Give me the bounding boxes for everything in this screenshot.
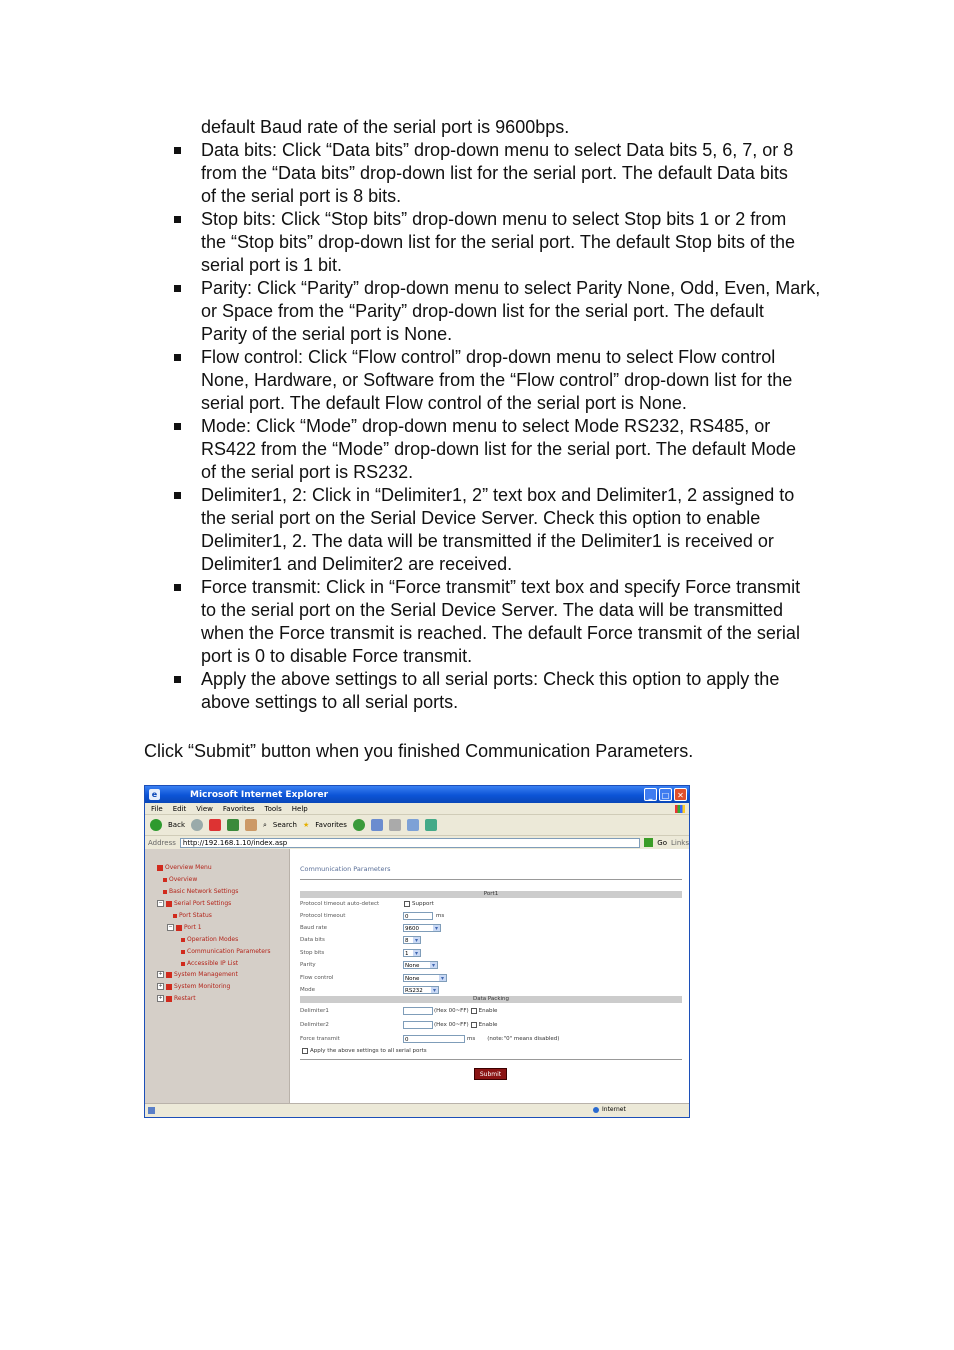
folder-icon [166,901,172,907]
bullet-item [174,576,824,668]
delimiter1-input[interactable] [403,1007,433,1015]
stop-icon[interactable] [209,819,221,831]
hex-hint-1: (Hex 00~FF) [434,1008,469,1014]
nav-port-1[interactable]: − Port 1 [168,924,202,931]
bullet-line: Parity of the serial port is None. [201,324,453,344]
minimize-button[interactable]: _ [644,788,657,801]
force-transmit-input[interactable]: 0 [403,1035,465,1043]
home-icon[interactable] [245,819,257,831]
bullet-line: of the serial port is 8 bits. [201,186,402,206]
label-force-transmit: Force transmit [300,1036,340,1042]
bullet-line: port is 0 to disable Force transmit. [201,646,473,666]
nav-communication-parameters[interactable]: Communication Parameters [181,948,271,955]
nav-port-status[interactable]: Port Status [173,912,212,919]
bullet-item [174,139,824,208]
folder-icon [176,925,182,931]
bullet-line: Stop bits: Click “Stop bits” drop-down menu to select Stop bits 1 or 2 from [201,209,787,229]
menu-help[interactable]: Help [291,804,308,813]
search-label[interactable]: Search [272,821,297,829]
menu-edit[interactable]: Edit [172,804,187,813]
divider [300,879,682,880]
back-label[interactable]: Back [168,821,185,829]
nav-system-monitoring[interactable]: + System Monitoring [158,983,231,990]
expand-icon[interactable]: + [158,995,163,1001]
bullet-line: from the “Data bits” drop-down list for the serial port. The default Data bits [201,163,788,183]
nav-overview[interactable]: Overview [163,876,197,883]
section-port1: Port1 [300,891,682,898]
bullet-line: to the serial port on the Serial Device Server. The data will be transmitted [201,600,783,620]
page-icon [181,962,185,966]
close-button[interactable]: ✕ [674,788,687,801]
nav-operation-modes[interactable]: Operation Modes [181,936,238,943]
title-bar [145,786,689,803]
bullet-list [174,139,824,714]
nav-system-management[interactable]: + System Management [158,971,238,978]
support-checkbox[interactable] [404,901,410,907]
label-protocol-timeout: Protocol timeout [300,913,346,919]
parity-select[interactable]: None ▾ [403,961,438,969]
page-icon [173,914,177,918]
media-icon[interactable] [353,819,365,831]
nav-overview-menu[interactable]: Overview Menu [157,864,212,871]
submit-button[interactable]: Submit [474,1068,507,1080]
nav-serial-port-settings[interactable]: − Serial Port Settings [158,900,232,907]
bullet-line: of the serial port is RS232. [201,462,414,482]
label-delimiter1: Delimiter1 [300,1008,329,1014]
nav-basic-network[interactable]: Basic Network Settings [163,888,238,895]
bullet-line: Force transmit: Click in “Force transmit” text box and specify Force transmit [201,577,801,597]
folder-icon [157,865,163,871]
bullet-square-icon [174,216,181,223]
protocol-timeout-input[interactable]: 0 [403,912,433,920]
address-input[interactable] [180,838,641,848]
folder-icon [166,984,172,990]
bullet-square-icon [174,354,181,361]
favorites-label[interactable]: Favorites [315,821,347,829]
bullet-square-icon [174,147,181,154]
label-flow-control: Flow control [300,975,334,981]
flow-control-select[interactable]: None ▾ [403,974,447,982]
main-pane [290,849,689,1105]
maximize-button[interactable]: □ [659,788,672,801]
back-icon[interactable] [150,819,162,831]
label-data-bits: Data bits [300,937,325,943]
nav-accessible-ip-list[interactable]: Accessible IP List [181,960,238,967]
ie-window [144,785,690,1118]
nav-restart[interactable]: + Restart [158,995,196,1002]
bullet-square-icon [174,492,181,499]
apply-all-checkbox[interactable] [302,1048,308,1054]
print-icon[interactable] [389,819,401,831]
bullet-line: Parity: Click “Parity” drop-down menu to select Parity None, Odd, Even, Mark, [201,278,821,298]
delimiter2-input[interactable] [403,1021,433,1029]
bullet-item [174,208,824,277]
favorites-icon[interactable]: ★ [302,821,310,829]
folder-icon [166,972,172,978]
ie-logo-icon: e [149,789,160,800]
folder-icon [166,996,172,1002]
bullet-line: or Space from the “Parity” drop-down list for the serial port. The default [201,301,764,321]
page-icon [148,1107,155,1114]
bullet-line: Delimiter1, 2. The data will be transmitted if the Delimiter1 is received or [201,531,774,551]
browser-content [145,849,689,1105]
ms-unit: ms [436,913,445,919]
bullet-item [174,346,824,415]
enable-label-1: Enable [478,1008,498,1014]
label-protocol-auto: Protocol timeout auto-detect [300,901,380,907]
go-icon[interactable] [644,838,653,847]
bullet-line: the “Stop bits” drop-down list for the serial port. The default Stop bits of the [201,232,795,252]
bullet-square-icon [174,285,181,292]
stop-bits-select[interactable]: 1 ▾ [403,949,421,957]
label-stop-bits: Stop bits [300,950,325,956]
label-delimiter2: Delimiter2 [300,1022,329,1028]
bullet-line: None, Hardware, or Software from the “Flow control” drop-down list for the [201,370,793,390]
ms-unit-2: ms [467,1036,476,1042]
apply-all-label: Apply the above settings to all serial ports [310,1048,427,1054]
bullet-square-icon [174,423,181,430]
address-url: http://192.168.1.10/index.asp [182,838,288,847]
force-note: (note:"0" means disabled) [487,1036,560,1042]
bullet-square-icon [174,584,181,591]
forward-icon[interactable] [191,819,203,831]
delimiter1-enable-checkbox[interactable] [471,1008,477,1014]
expand-icon[interactable]: − [168,924,173,930]
divider [300,1059,682,1060]
menu-tools[interactable]: Tools [264,804,282,813]
page-icon [163,890,167,894]
windows-flag-icon [675,805,685,813]
bullet-line: serial port. The default Flow control of the serial port is None. [201,393,687,413]
address-bar [145,836,689,850]
window-title: Microsoft Internet Explorer [190,789,329,800]
globe-icon [593,1107,599,1113]
page-icon [163,878,167,882]
data-bits-select[interactable]: 8 ▾ [403,936,421,944]
bullet-item [174,415,824,484]
menu-favorites[interactable]: Favorites [222,804,255,813]
bullet-line: Delimiter1, 2: Click in “Delimiter1, 2” text box and Delimiter1, 2 assigned to [201,485,795,505]
bullet-line: the serial port on the Serial Device Server. Check this option to enable [201,508,761,528]
bullet-line: Apply the above settings to all serial ports: Check this option to apply the [201,669,780,689]
bullet-item [174,277,824,346]
label-parity: Parity [300,962,316,968]
edit-icon[interactable] [407,819,419,831]
expand-icon[interactable]: − [158,900,163,906]
enable-label-2: Enable [478,1022,498,1028]
bullet-line: RS422 from the “Mode” drop-down list for the serial port. The default Mode [201,439,796,459]
expand-icon[interactable]: + [158,971,163,977]
lead-line: default Baud rate of the serial port is 9600bps. [201,117,570,137]
status-bar [145,1103,689,1117]
bullet-item [174,484,824,576]
bullet-line: above settings to all serial ports. [201,692,459,712]
support-label: Support [412,901,434,907]
page-icon [181,950,185,954]
bullet-line: Delimiter1 and Delimiter2 are received. [201,554,513,574]
label-baud-rate: Baud rate [300,925,328,931]
baud-rate-select[interactable]: 9600 ▾ [403,924,441,932]
expand-icon[interactable]: + [158,983,163,989]
bullet-line: Mode: Click “Mode” drop-down menu to select Mode RS232, RS485, or [201,416,771,436]
delimiter2-enable-checkbox[interactable] [471,1022,477,1028]
bullet-line: serial port is 1 bit. [201,255,343,275]
bullet-item [174,668,824,714]
page-title: Communication Parameters [300,865,391,873]
label-mode: Mode [300,987,315,993]
section-data-packing: Data Packing [300,996,682,1003]
bullet-line: Data bits: Click “Data bits” drop-down menu to select Data bits 5, 6, 7, or 8 [201,140,794,160]
messenger-icon[interactable] [425,819,437,831]
links-label[interactable]: Links [671,838,689,847]
hex-hint-2: (Hex 00~FF) [434,1022,469,1028]
toolbar [145,815,689,836]
mail-icon[interactable] [371,819,383,831]
page-icon [181,938,185,942]
menu-bar [145,803,689,815]
nav-tree [145,849,290,1105]
menu-view[interactable]: View [196,804,213,813]
bullet-line: Flow control: Click “Flow control” drop-down menu to select Flow control [201,347,776,367]
menu-file[interactable]: File [151,804,163,813]
mode-select[interactable]: RS232 ▾ [403,986,439,994]
search-icon[interactable]: ⌕ [263,820,267,829]
zone-label: Internet [602,1106,626,1113]
go-label[interactable]: Go [657,838,668,847]
closing-paragraph: Click “Submit” button when you finished Communication Parameters. [144,741,694,761]
address-label: Address [148,838,176,847]
refresh-icon[interactable] [227,819,239,831]
bullet-square-icon [174,676,181,683]
bullet-line: when the Force transmit is reached. The default Force transmit of the serial [201,623,800,643]
